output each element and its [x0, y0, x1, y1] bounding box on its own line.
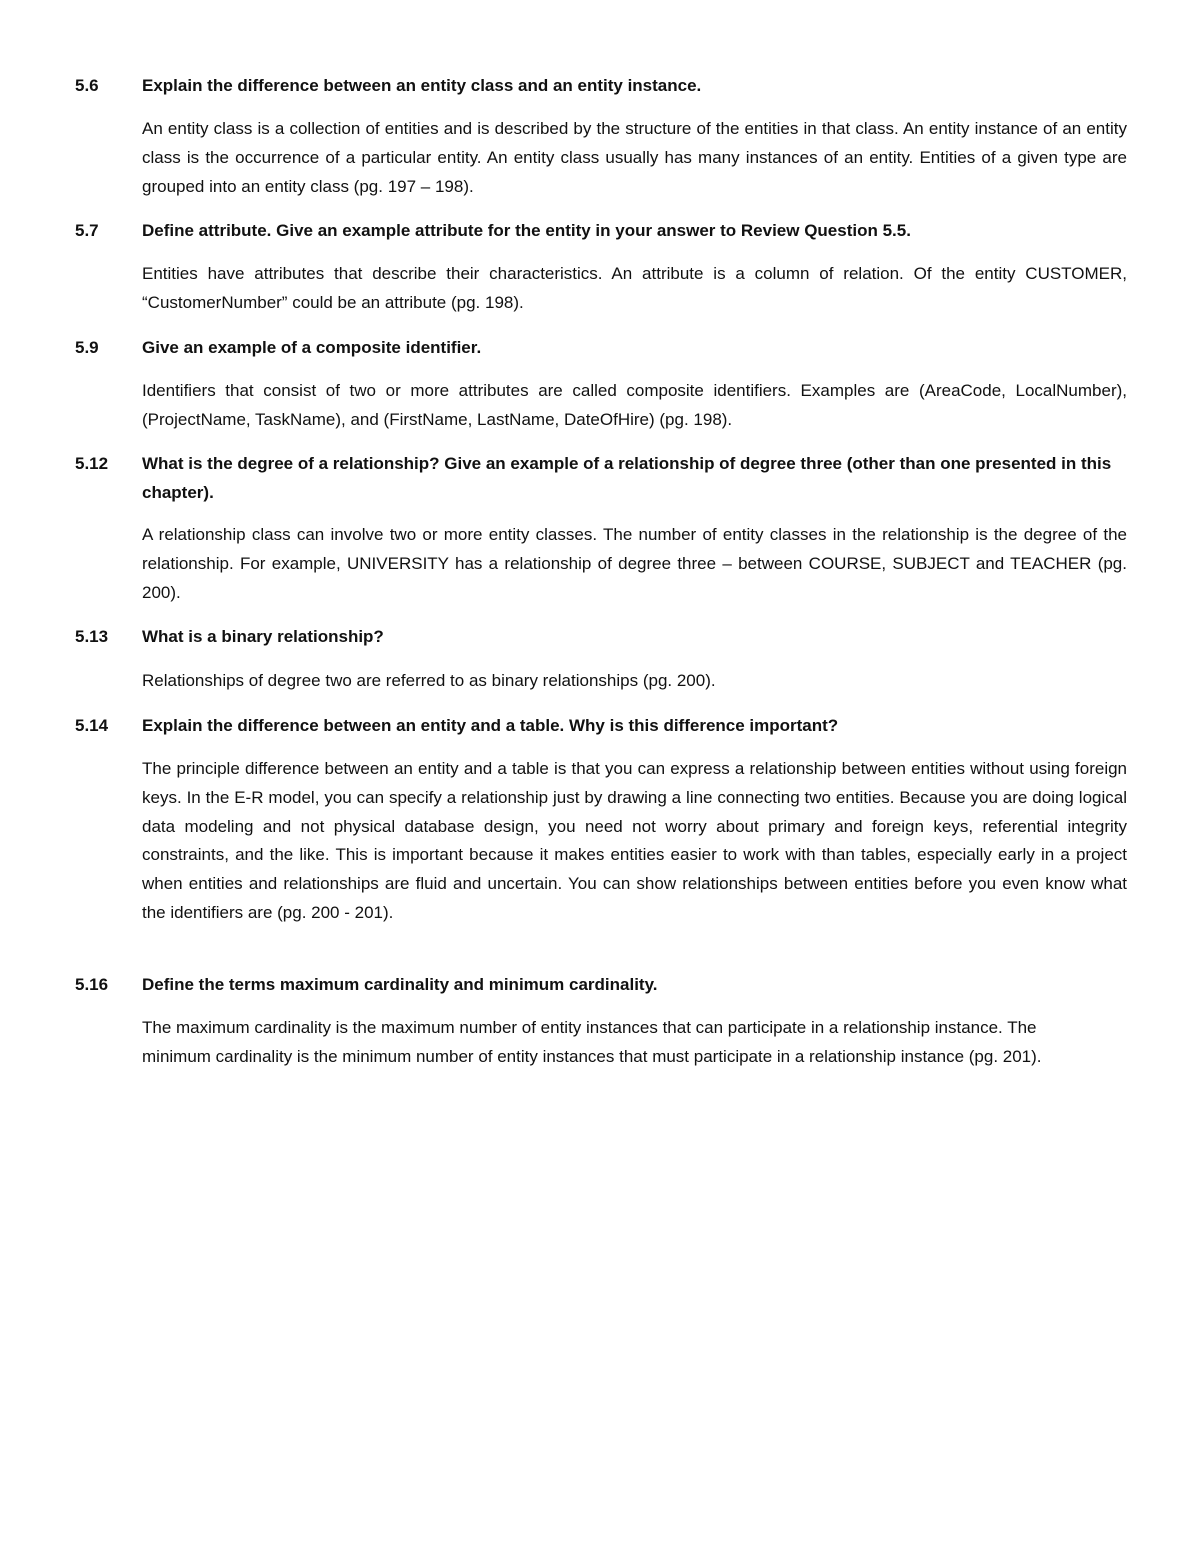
question-number: 5.14	[75, 716, 109, 735]
answer-text-5-9: Identifiers that consist of two or more attributes are called composite identifiers. Examples are (AreaCode, LocalNumber), (ProjectName, TaskName), and (FirstName, LastName, DateOfHire) (pg. 198).	[142, 381, 1127, 429]
question-number: 5.7	[75, 221, 99, 240]
question-number: 5.9	[75, 338, 99, 357]
answer-text-5-12: A relationship class can involve two or more entity classes. The number of entity classes in the relationship is the degree of the relationship. For example, UNIVERSITY has a relationship of degree three – between COURSE, SUBJECT and TEACHER (pg. 200).	[142, 525, 1127, 602]
question-text: Define attribute. Give an example attribute for the entity in your answer to Review Question 5.5.	[142, 221, 911, 240]
answer-text-5-6: An entity class is a collection of entities and is described by the structure of the entities in that class. An entity instance of an entity class is the occurrence of a particular entity. An entity class usually has many instances of an entity. Entities of a given type are grouped into an entity class (pg. 197 – 198).	[142, 119, 1127, 196]
question-text: What is the degree of a relationship? Give an example of a relationship of degree three (other than one presented in this chapter).	[142, 454, 1112, 502]
question-number: 5.6	[75, 76, 99, 95]
answer-text-5-14: The principle difference between an entity and a table is that you can express a relationship between entities without using foreign keys. In the E-R model, you can specify a relationship just by drawing a line connecting two entities. Because you are doing logical data modeling and not physical database design, you need not worry about primary and foreign keys, referential integrity constraints, and the like. This is important because it makes entities easier to work with than tables, especially early in a project when entities and relationships are fluid and uncertain. You can show relationships between entities before you even know what the identifiers are (pg. 200 - 201).	[142, 759, 1127, 922]
question-number: 5.12	[75, 454, 109, 473]
question-text: Define the terms maximum cardinality and minimum cardinality.	[142, 975, 658, 994]
question-number: 5.16	[75, 975, 109, 994]
question-number: 5.13	[75, 627, 109, 646]
question-text: Give an example of a composite identifier.	[142, 338, 482, 357]
answer-text-5-7: Entities have attributes that describe their characteristics. An attribute is a column of relation. Of the entity CUSTOMER, “CustomerNumber” could be an attribute (pg. 198).	[142, 264, 1127, 312]
answer-text-5-13: Relationships of degree two are referred to as binary relationships (pg. 200).	[142, 671, 716, 690]
question-text: What is a binary relationship?	[142, 627, 384, 646]
answer-text-5-16: The maximum cardinality is the maximum number of entity instances that can participate in a relationship instance. The minimum cardinality is the minimum number of entity instances that must participate in a relationship instance (pg. 201).	[142, 1018, 1042, 1066]
question-text: Explain the difference between an entity class and an entity instance.	[142, 76, 702, 95]
question-text: Explain the difference between an entity and a table. Why is this difference important?	[142, 716, 839, 735]
